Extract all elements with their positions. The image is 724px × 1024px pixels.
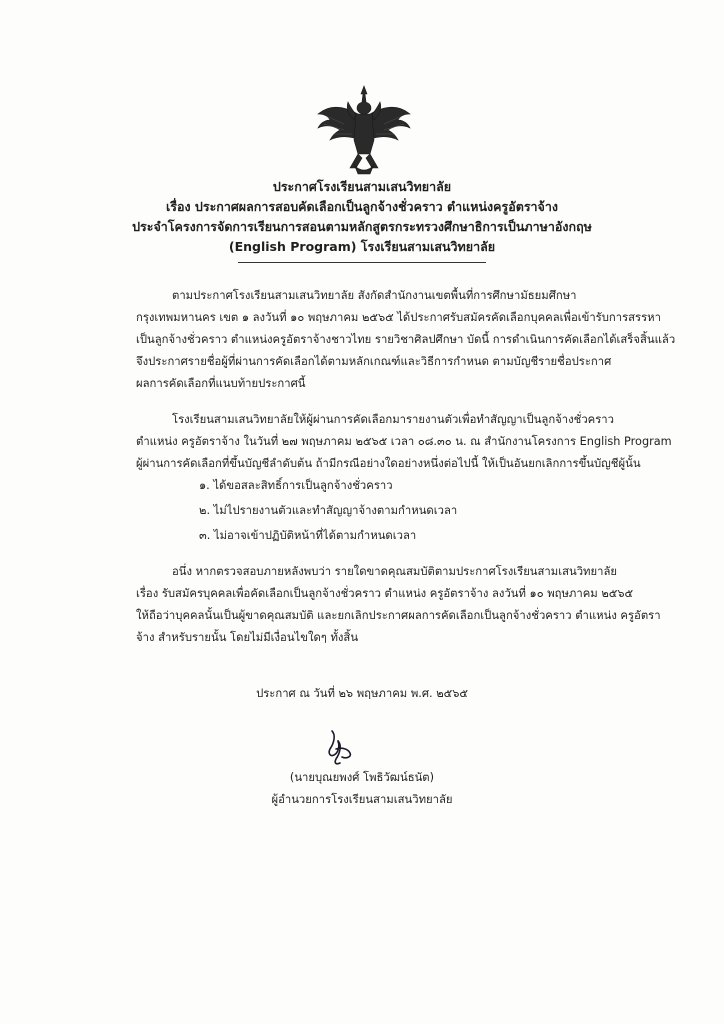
paragraph1-line: ตามประกาศโรงเรียนสามเสนวิทยาลัย สังกัดสำนักงานเขตพื้นที่การศึกษามัธยมศึกษา: [172, 289, 577, 302]
signer-name: (นายบุณยพงศ์ โพธิวัฒน์ธนัต): [289, 771, 435, 784]
paragraph1-line: เป็นลูกจ้างชั่วคราว ตำแหน่งครูอัตราจ้างชาวไทย รายวิชาศิลปศึกษา บัดนี้ การดำเนินการคัดเลือกได้เสร็จสิ้นแล้ว: [136, 333, 676, 346]
garuda-emblem-icon: [314, 84, 414, 176]
paragraph2-line: ผู้ผ่านการคัดเลือกที่ขึ้นบัญชีลำดับต้น ถ้ามีกรณีอย่างใดอย่างหนึ่งต่อไปนี้ ให้เป็นอันยกเลิกการขึ้นบัญชีผู้นั้น: [136, 457, 641, 470]
signer-position: ผู้อำนวยการโรงเรียนสามเสนวิทยาลัย: [271, 793, 453, 806]
paragraph3-line: อนึ่ง หากตรวจสอบภายหลังพบว่า รายใดขาดคุณสมบัติตามประกาศโรงเรียนสามเสนวิทยาลัย: [172, 565, 617, 578]
paragraph1-line: ผลการคัดเลือกที่แนบท้ายประกาศนี้: [136, 377, 306, 390]
paragraph2-line: โรงเรียนสามเสนวิทยาลัยให้ผู้ผ่านการคัดเลือกมารายงานตัวเพื่อทำสัญญาเป็นลูกจ้างชั่วคราว: [172, 413, 614, 426]
paragraph1-line: กรุงเทพมหานคร เขต ๑ ลงวันที่ ๑๐ พฤษภาคม ๒๕๖๕ ได้ประกาศรับสมัครคัดเลือกบุคคลเพื่อเข้ารับการสรรหา: [136, 311, 661, 324]
announcement-title: ประกาศโรงเรียนสามเสนวิทยาลัย: [272, 179, 452, 194]
paragraph3-line: ให้ถือว่าบุคคลนั้นเป็นผู้ขาดคุณสมบัติ และยกเลิกประกาศผลการคัดเลือกเป็นลูกจ้างชั่วคราว ตำแหน่ง ครูอัตรา: [136, 609, 661, 622]
announcement-project: ประจำโครงการจัดการเรียนการสอนตามหลักสูตรกระทรวงศึกษาธิการเป็นภาษาอังกฤษ: [132, 219, 592, 234]
announcement-subject: เรื่อง ประกาศผลการสอบคัดเลือกเป็นลูกจ้างชั่วคราว ตำแหน่งครูอัตราจ้าง: [165, 199, 559, 214]
announcement-date: ประกาศ ณ วันที่ ๒๖ พฤษภาคม พ.ศ. ๒๕๖๕: [256, 687, 468, 700]
paragraph3-line: เรื่อง รับสมัครบุคคลเพื่อคัดเลือกเป็นลูกจ้างชั่วคราว ตำแหน่ง ครูอัตราจ้าง ลงวันที่ ๑๐ พฤษภาคม ๒๕๖๕: [136, 587, 634, 600]
condition-item: ๒. ไม่ไปรายงานตัวและทำสัญญาจ้างตามกำหนดเวลา: [199, 504, 458, 517]
heading-divider: [238, 262, 486, 263]
paragraph1-line: จึงประกาศรายชื่อผู้ที่ผ่านการคัดเลือกได้ตามหลักเกณฑ์และวิธีการกำหนด ตามบัญชีรายชื่อประกาศ: [136, 355, 612, 368]
condition-item: ๑. ได้ขอสละสิทธิ์การเป็นลูกจ้างชั่วคราว: [199, 479, 393, 492]
condition-item: ๓. ไม่อาจเข้าปฏิบัติหน้าที่ได้ตามกำหนดเวลา: [199, 529, 417, 542]
paragraph3-line: จ้าง สำหรับรายนั้น โดยไม่มีเงื่อนไขใดๆ ทั้งสิ้น: [136, 631, 359, 644]
announcement-program: (English Program) โรงเรียนสามเสนวิทยาลัย: [228, 239, 496, 254]
paragraph2-line: ตำแหน่ง ครูอัตราจ้าง ในวันที่ ๒๗ พฤษภาคม ๒๕๖๕ เวลา ๐๘.๓๐ น. ณ สำนักงานโครงการ English Program: [136, 435, 672, 448]
handwritten-signature-icon: [316, 727, 360, 767]
